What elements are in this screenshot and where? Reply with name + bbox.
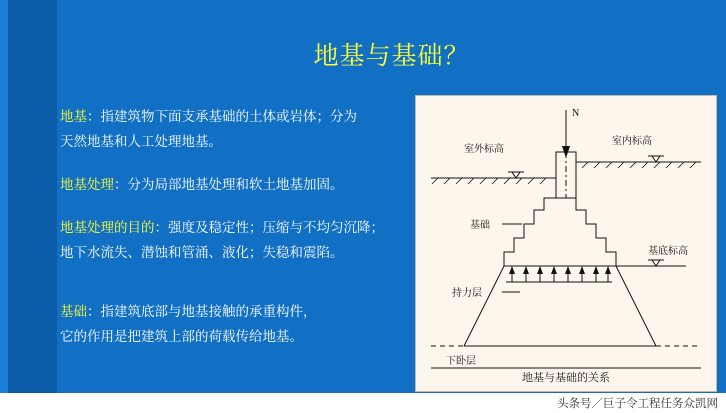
paragraph-line [60, 172, 400, 197]
paragraph-text: ：分为局部地基处理和软土地基加固。 [114, 177, 344, 192]
diagram-label-bearing-layer: 持力层 [452, 288, 482, 299]
paragraph-text: ：指建筑物下面支承基础的土体或岩体；分为 [87, 109, 357, 124]
paragraph-text: ：强度及稳定性；压缩与不均匀沉降； [154, 220, 384, 235]
slide-body [57, 0, 726, 393]
paragraph-line [60, 215, 400, 240]
diagram-label-indoor-elevation: 室内标高 [612, 136, 652, 147]
paragraph-lead: 地基处理 [60, 177, 114, 192]
paragraph-jichu [60, 299, 400, 349]
diagram-label-outdoor-elevation: 室外标高 [464, 144, 504, 155]
diagram-label-underlying-layer: 下卧层 [446, 356, 476, 367]
foundation-diagram-figure [415, 95, 717, 392]
slide-left-accent-stripe [0, 0, 8, 393]
paragraph-dijii-chuli [60, 172, 400, 197]
paragraph-text: ：指建筑底部与地基接触的承重构件， [87, 304, 317, 319]
paragraph-line [60, 104, 400, 129]
figure-caption: 地基与基础的关系 [522, 372, 610, 384]
diagram-label-load: N [572, 108, 580, 119]
paragraph-line: 天然地基和人工处理地基。 [60, 134, 222, 149]
paragraph-line: 地下水流失、潜蚀和管涌、液化；失稳和震陷。 [60, 245, 344, 260]
diagram-label-base-elevation: 基底标高 [648, 246, 688, 257]
diagram-label-foundation: 基础 [470, 220, 490, 231]
paragraph-chuli-mudi [60, 215, 400, 265]
paragraph-dijii [60, 104, 400, 154]
paragraph-line: 它的作用是把建筑上部的荷载传给地基。 [60, 329, 303, 344]
page-title: 地基与基础？ [313, 42, 470, 70]
paragraph-lead: 基础 [60, 304, 87, 319]
paragraph-lead: 地基 [60, 109, 87, 124]
foundation-diagram-svg [416, 96, 716, 391]
slide-text-column [60, 104, 400, 367]
paragraph-lead: 地基处理的目的 [60, 220, 155, 235]
paragraph-line [60, 299, 400, 324]
footer-bar [0, 393, 726, 413]
footer-credit: 头条号／巨子令工程任务众凯网 [557, 398, 718, 410]
slide-left-accent-bar [0, 0, 57, 393]
